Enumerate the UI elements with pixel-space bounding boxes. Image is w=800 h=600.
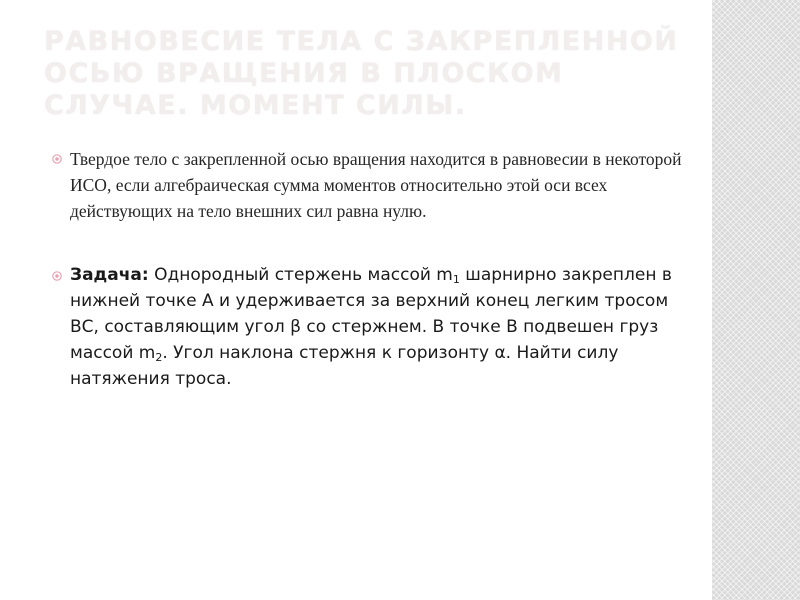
mass-subscript-1: 1 — [452, 273, 460, 286]
task-text — [70, 265, 672, 389]
slide-title: РАВНОВЕСИЕ ТЕЛА С ЗАКРЕПЛЕННОЙ ОСЬЮ ВРАЩЕНИЯ В ПЛОСКОМ СЛУЧАЕ. МОМЕНТ СИЛЫ. — [44, 26, 679, 121]
task-text-part-2: шарнирно закреплен в нижней точке А и удерживается за верхний конец легким тросом ВС, составляющим угол β со стержнем. В точке В подвешен груз массой m — [70, 265, 672, 363]
task-text-part-3: . Угол наклона стержня к горизонту α. Найти силу натяжения троса. — [70, 343, 619, 389]
decorative-right-band — [712, 0, 800, 600]
bullet-list — [52, 146, 682, 392]
mass-subscript-2: 2 — [155, 351, 163, 364]
bullet-item-definition — [52, 146, 682, 224]
definition-text: Твердое тело с закрепленной осью вращения находится в равновесии в некоторой ИСО, если алгебраическая сумма моментов относительно этой оси всех действующих на тело внешних сил равна нулю. — [70, 149, 682, 221]
target-bullet-icon — [52, 154, 62, 164]
bullet-item-task — [52, 262, 682, 392]
target-bullet-icon — [52, 271, 62, 281]
task-text-part-1: Однородный стержень массой m — [148, 265, 453, 285]
task-label: Задача: — [70, 265, 149, 285]
